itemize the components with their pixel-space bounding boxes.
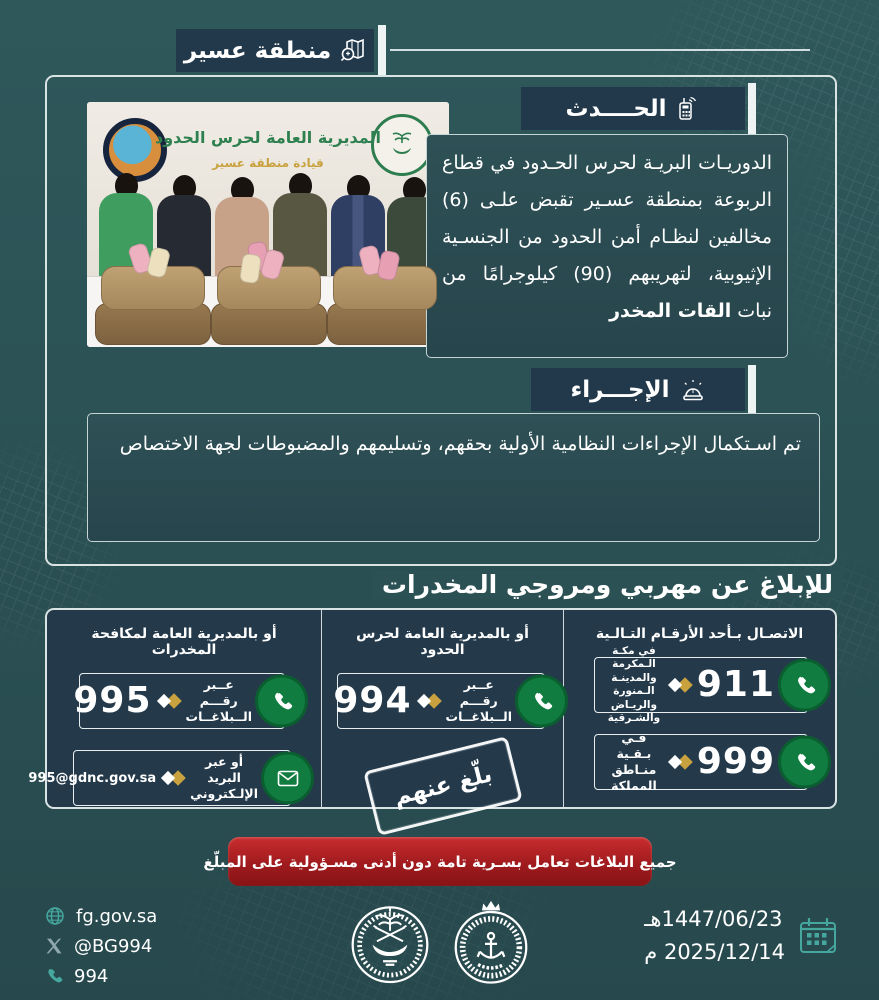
event-divider-bar [748, 83, 756, 135]
siren-icon [680, 378, 706, 402]
seizure-photo [87, 102, 449, 347]
ministry-of-interior-emblem [345, 897, 435, 989]
calendar-icon [797, 915, 839, 957]
procedure-header [531, 368, 745, 411]
header-line [390, 49, 810, 51]
diamond-bullet-icon [160, 770, 186, 787]
x-social-icon [45, 937, 63, 955]
event-title: الحــــدث [565, 95, 667, 122]
region-badge [176, 29, 374, 72]
qat-sack-stack [211, 266, 327, 345]
incident-box [45, 75, 837, 566]
confidentiality-note: جميع البلاغات تعامل بسـرية تامة دون أدنى مسـؤولية على المبلّغ [228, 837, 652, 886]
report-them-stamp: بلّغ عنهم [363, 736, 523, 836]
hijri-date: 1447/06/23هـ [644, 907, 783, 931]
phone-label: عــبر رقـــم الــبلاغــات [185, 677, 252, 724]
website-link[interactable]: fg.gov.sa [76, 905, 158, 927]
photo-backdrop-subtitle: قيادة منطقة عسير [212, 156, 324, 170]
phone-number: 995 [73, 680, 152, 721]
phone-number: 994 [333, 680, 412, 721]
phone-911-box [594, 644, 808, 724]
phone-icon [515, 675, 568, 728]
phone-label: عــبر رقـــم الــبلاغــات [445, 677, 512, 724]
procedure-divider-bar [748, 365, 756, 415]
diamond-bullet-icon [156, 693, 182, 710]
globe-icon [45, 906, 65, 926]
phone-number: 999 [696, 741, 775, 782]
phone-995-box [73, 673, 285, 729]
header-divider-bar [378, 25, 386, 76]
procedure-body: تم اسـتكمال الإجراءات النظامية الأولية بحقهم، وتسليمهم والمضبوطات لجهة الاختصاص [119, 433, 801, 455]
event-body: الدوريـات البريـة لحرس الحـدود في قطاع الربوعة بمنطقة عسـير تقبض علـى (6) مخالفين لنظـام أمن الحدود من الجنسـية الإثيوبية، لتهريبهم (90) كيلوجرامًا من نبات [442, 152, 772, 322]
region-label: منطقة عسير [183, 37, 332, 64]
phone-icon [778, 659, 831, 712]
phone-icon [778, 736, 831, 789]
column-header: الاتصـال بـأحد الأرقـام التـالـية [595, 626, 804, 642]
qat-sack-stack [95, 266, 211, 345]
radio-icon [676, 96, 700, 122]
phone-icon [255, 675, 308, 728]
photo-backdrop-title: المديرية العامة لحرس الحدود [155, 128, 381, 147]
x-handle[interactable]: @BG994 [74, 935, 153, 957]
email-icon [261, 752, 314, 805]
report-contacts-box [28, 608, 837, 811]
report-section-title: للإبلاغ عن مهربي ومروجي المخدرات [372, 570, 843, 599]
diamond-bullet-icon [667, 754, 693, 771]
email-box[interactable] [28, 750, 291, 806]
footer-contacts [45, 901, 157, 991]
phone-label: في مكـة الـمكرمة والمدينـة الـمنورة والريـاض والشـرقية [607, 644, 661, 724]
event-body-highlight: القات المخدر [609, 300, 732, 322]
column-emergency-numbers [563, 610, 835, 807]
phone-number: 911 [696, 664, 775, 705]
email-label: أو عبر البريد الإلـكتروني [190, 754, 258, 801]
email-address[interactable]: 995@gdnc.gov.sa [28, 770, 157, 786]
diamond-bullet-icon [416, 693, 442, 710]
border-guard-emblem [448, 897, 534, 989]
event-text-panel [426, 134, 788, 358]
event-header [521, 87, 745, 130]
phone-999-box [594, 730, 808, 793]
column-header: أو بالمديرية العامة لحرس الحدود [356, 626, 529, 658]
footer-phone: 994 [74, 965, 109, 987]
phone-label: فـي بـقـية منـاطق المملكة [611, 730, 657, 793]
map-magnifier-icon [340, 38, 366, 64]
gregorian-date: 2025/12/14 م [644, 940, 785, 964]
phone-994-box [333, 673, 545, 729]
column-border-guard [321, 610, 563, 811]
diamond-bullet-icon [667, 677, 693, 694]
procedure-text-panel [87, 413, 820, 542]
footer-dates [644, 903, 839, 969]
footer-emblems [345, 897, 534, 989]
column-header: أو بالمديرية العامة لمكافحة المخدرات [91, 626, 277, 658]
phone-icon [45, 967, 63, 985]
procedure-title: الإجـــراء [570, 376, 670, 403]
column-narcotics [28, 610, 321, 807]
